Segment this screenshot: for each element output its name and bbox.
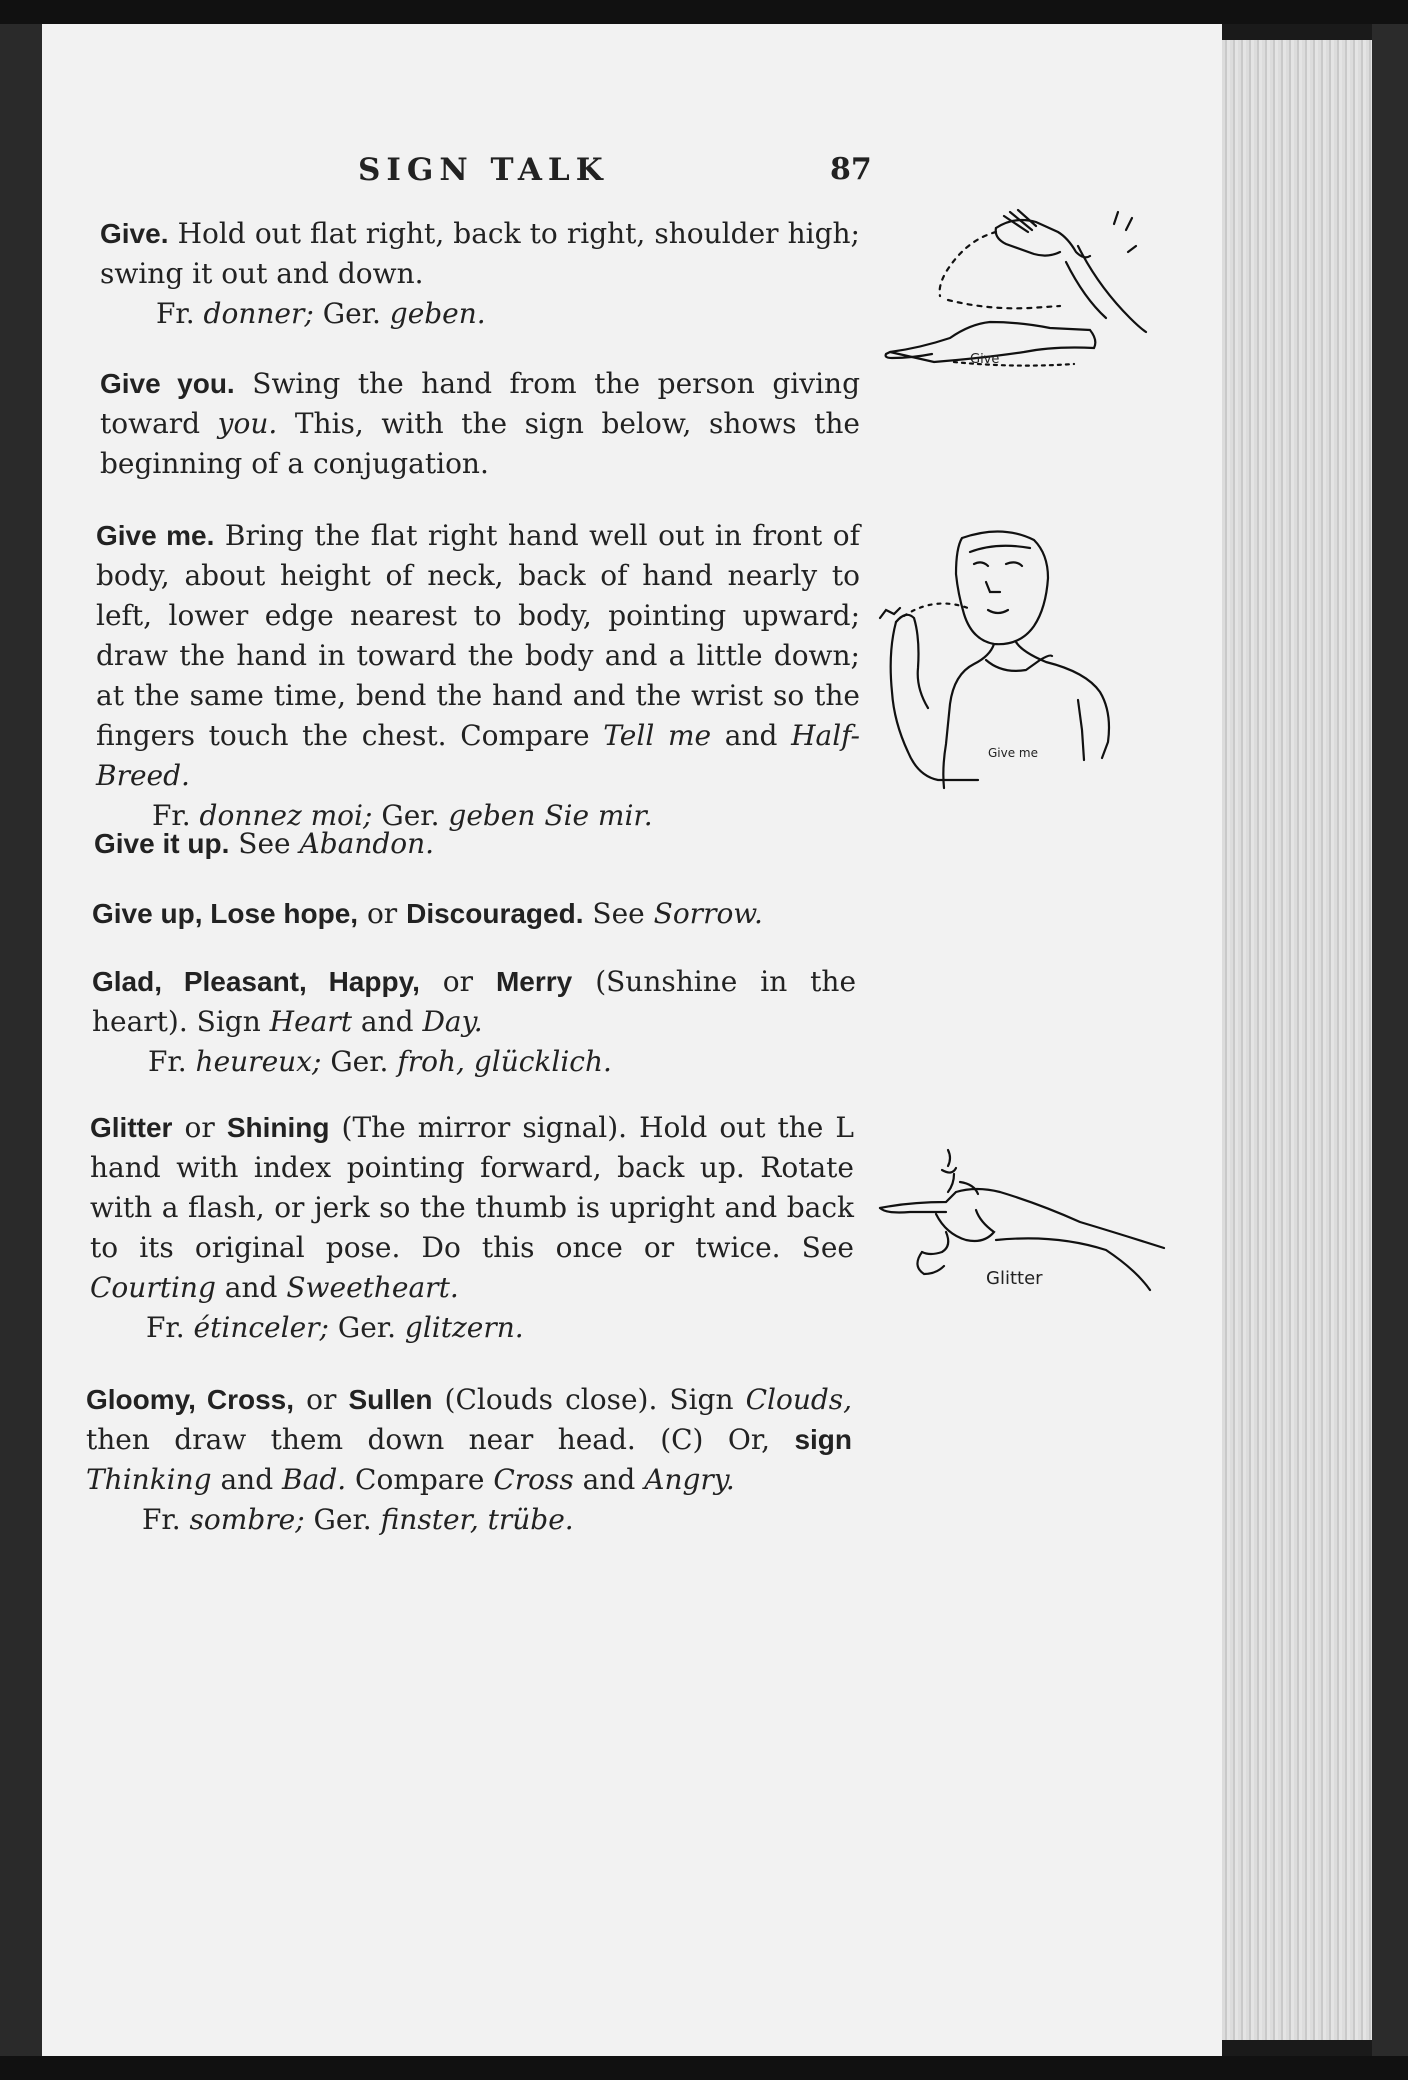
entry-glitter: Glitter or Shining (The mirror signal). Hold out the L hand with index pointing forward, back up. Rotate with a flash, or jerk so the thumb is upright and back to its original pose. Do this once or twice. See Courting and Sweetheart. Fr. étinceler; Ger. glitzern. (90, 1108, 854, 1348)
translation: Fr. donnez moi; Ger. geben Sie mir. (152, 799, 653, 832)
scan-border-top (0, 0, 1408, 24)
translation: Fr. donner; Ger. geben. (156, 297, 486, 330)
entry-give-me: Give me. Bring the flat right hand well out in front of body, about height of neck, back of hand nearly to left, lower edge nearest to body, pointing upward; draw the hand in toward the body and a little down; at the same time, bend the hand and the wrist so the fingers touch the chest. Compare Tell me and Half-Breed. Fr. donnez moi; Ger. geben Sie mir. (96, 516, 860, 836)
headword: Give me. (96, 520, 215, 551)
headword: Gloomy, Cross, (86, 1384, 295, 1415)
figure-give-me (874, 524, 1134, 796)
figure-give (878, 200, 1158, 380)
translation: Fr. sombre; Ger. finster, trübe. (142, 1503, 574, 1536)
headword: Glitter (90, 1112, 173, 1143)
scan-left-edge (0, 24, 42, 2056)
translation: Fr. heureux; Ger. froh, glücklich. (148, 1045, 612, 1078)
headword: Glad, Pleasant, Happy, (92, 966, 420, 997)
entry-give-it-up: Give it up. See Abandon. (94, 827, 435, 860)
entry-gloomy: Gloomy, Cross, or Sullen (Clouds close). Sign Clouds, then draw them down near head. (C) Or, sign Thinking and Bad. Compare Cross and Angry. Fr. sombre; Ger. finster, trübe. (86, 1380, 852, 1540)
book-cover-edge (1372, 24, 1408, 2056)
translation: Fr. étinceler; Ger. glitzern. (146, 1311, 524, 1344)
headword: Give it up. (94, 828, 230, 859)
figure-caption: Give (970, 352, 1000, 367)
figure-caption: Give me (988, 746, 1039, 760)
scan-border-bottom (0, 2056, 1408, 2080)
entry-glad: Glad, Pleasant, Happy, or Merry (Sunshine in the heart). Sign Heart and Day. Fr. heureux; Ger. froh, glücklich. (92, 962, 856, 1082)
headword: Give up, Lose hope, (92, 898, 359, 929)
figure-caption: Glitter (986, 1268, 1043, 1289)
entry-give: Give. Hold out flat right, back to right, shoulder high; swing it out and down. Fr. donner; Ger. geben. (100, 214, 860, 334)
give-hand-sketch-icon (878, 200, 1158, 380)
headword: Give you. (100, 368, 235, 399)
entry-give-you: Give you. Swing the hand from the person giving toward you. This, with the sign below, shows the beginning of a conjugation. (100, 367, 860, 480)
entry-give-up: Give up, Lose hope, or Discouraged. See Sorrow. (92, 897, 763, 930)
page-fore-edge (1222, 40, 1372, 2040)
page-number: 87 (830, 152, 872, 187)
headword: Give. (100, 218, 169, 249)
running-title: SIGN TALK (358, 152, 609, 188)
figure-glitter (876, 1148, 1166, 1308)
